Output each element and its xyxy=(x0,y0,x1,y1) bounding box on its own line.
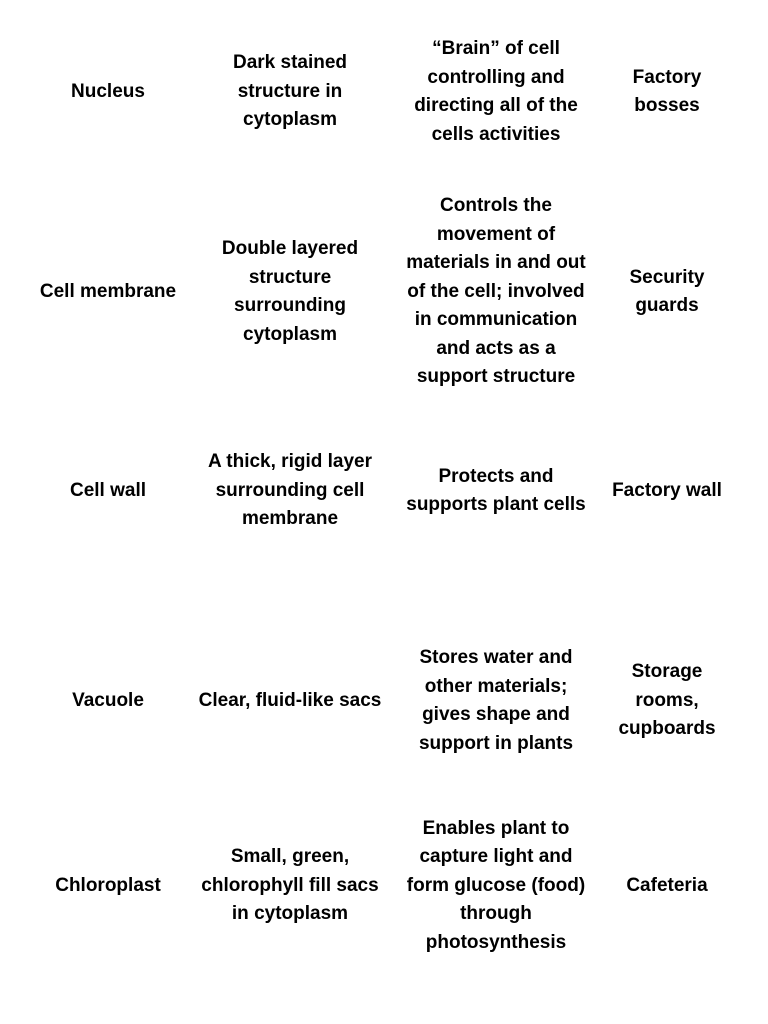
organelle-description: Small, green, chlorophyll fill sacs in cytoplasm xyxy=(201,846,379,925)
organelle-name: Cell wall xyxy=(69,479,147,501)
organelle-function: Protects and supports plant cells xyxy=(406,465,586,515)
organelle-description: Double layered structure surrounding cytoplasm xyxy=(221,238,359,345)
organelle-name: Vacuole xyxy=(72,689,144,711)
organelle-name: Nucleus xyxy=(71,80,145,102)
table-row-cell-membrane xyxy=(0,190,768,394)
organelle-analogy: Factory bosses xyxy=(632,66,702,116)
organelle-description: A thick, rigid layer surrounding cell membrane xyxy=(207,451,372,530)
organelle-function: Enables plant to capture light and form glucose (food) through photosynthesis xyxy=(406,817,586,953)
organelle-analogy: Factory wall xyxy=(612,479,722,501)
organelle-analogy: Storage rooms, cupboards xyxy=(618,661,716,740)
table-row-cell-wall xyxy=(0,446,768,536)
organelle-analogy: Cafeteria xyxy=(626,874,708,896)
table-row-nucleus xyxy=(0,32,768,152)
organelle-description: Dark stained structure in cytoplasm xyxy=(232,52,348,131)
organelle-analogy: Security guards xyxy=(629,266,705,316)
organelle-description: Clear, fluid-like sacs xyxy=(198,689,382,711)
organelle-name: Cell membrane xyxy=(39,280,177,302)
table-row-vacuole xyxy=(0,642,768,760)
organelle-function: Stores water and other materials; gives shape and support in plants xyxy=(418,647,574,754)
organelle-function: Controls the movement of materials in and out of the cell; involved in communication and acts as a support structure xyxy=(406,195,586,388)
table-row-chloroplast xyxy=(0,813,768,959)
organelle-name: Chloroplast xyxy=(55,874,161,896)
organelle-function: “Brain” of cell controlling and directing all of the cells activities xyxy=(414,38,578,145)
